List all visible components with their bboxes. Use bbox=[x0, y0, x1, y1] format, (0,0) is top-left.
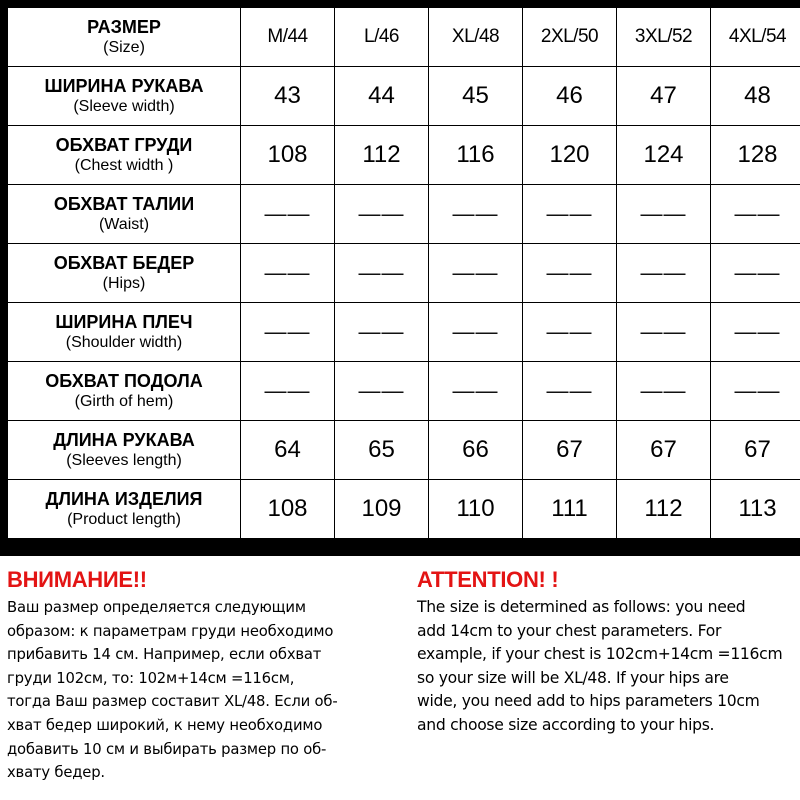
size-name: 2XL/50 bbox=[540, 26, 599, 47]
measurement-value-cell bbox=[241, 185, 335, 244]
notice-ru-title: ВНИМАНИЕ!! bbox=[7, 567, 147, 592]
empty-value-dash: —— bbox=[640, 319, 687, 344]
empty-value-dash: —— bbox=[358, 260, 405, 285]
measurement-label-en: (Chest width ) bbox=[74, 157, 174, 174]
measurement-value: 113 bbox=[738, 495, 777, 522]
measurement-value: 116 bbox=[456, 141, 495, 168]
measurement-value-cell bbox=[617, 244, 711, 303]
size-column-header bbox=[523, 8, 617, 67]
size-header-label bbox=[8, 8, 241, 67]
measurement-value-cell bbox=[711, 362, 800, 421]
size-chart-table bbox=[7, 7, 800, 539]
notice-line: груди 102см, то: 102м+14см =116см, bbox=[7, 669, 295, 687]
measurement-value: 67 bbox=[744, 436, 771, 463]
measurement-value: 48 bbox=[744, 82, 771, 109]
empty-value-dash: —— bbox=[264, 378, 311, 403]
measurement-label-ru: ОБХВАТ ПОДОЛА bbox=[45, 371, 203, 391]
measurement-value-cell bbox=[241, 303, 335, 362]
measurement-value-cell bbox=[335, 480, 429, 539]
size-column-header bbox=[241, 8, 335, 67]
measurement-label-ru: ДЛИНА ИЗДЕЛИЯ bbox=[45, 489, 203, 509]
notice-line: example, if your chest is 102cm+14cm =116cm bbox=[417, 645, 783, 664]
measurement-value-cell bbox=[617, 480, 711, 539]
measurement-row bbox=[8, 303, 800, 362]
measurement-value: 112 bbox=[644, 495, 683, 522]
measurement-value: 65 bbox=[368, 436, 395, 463]
size-name: XL/48 bbox=[451, 26, 500, 47]
measurement-value-cell bbox=[523, 480, 617, 539]
notice-ru bbox=[7, 566, 405, 785]
measurement-label-ru: ОБХВАТ ГРУДИ bbox=[55, 135, 193, 155]
measurement-label bbox=[8, 421, 241, 480]
measurement-value: 66 bbox=[462, 436, 489, 463]
empty-value-dash: —— bbox=[734, 319, 781, 344]
measurement-value-cell bbox=[335, 362, 429, 421]
measurement-value: 67 bbox=[650, 436, 677, 463]
size-name: L/46 bbox=[364, 26, 399, 47]
measurement-value-cell bbox=[617, 126, 711, 185]
empty-value-dash: —— bbox=[264, 201, 311, 226]
empty-value-dash: —— bbox=[452, 260, 499, 285]
empty-value-dash: —— bbox=[546, 201, 593, 226]
empty-value-dash: —— bbox=[546, 260, 593, 285]
measurement-label bbox=[8, 126, 241, 185]
notice-line: образом: к параметрам груди необходимо bbox=[7, 622, 334, 640]
notice-line: хвату бедер. bbox=[7, 764, 105, 782]
measurement-label-ru: ОБХВАТ БЕДЕР bbox=[53, 253, 195, 273]
measurement-label-ru: ОБХВАТ ТАЛИИ bbox=[53, 194, 195, 214]
measurement-label-en: (Product length) bbox=[67, 511, 181, 528]
notice-line: The size is determined as follows: you need bbox=[417, 598, 746, 616]
notice-line: тогда Ваш размер составит XL/48. Если об- bbox=[7, 693, 338, 711]
empty-value-dash: —— bbox=[452, 319, 499, 344]
measurement-value: 110 bbox=[456, 495, 495, 522]
measurement-value-cell bbox=[523, 303, 617, 362]
notice-line: прибавить 14 см. Например, если обхват bbox=[7, 646, 322, 664]
measurement-value-cell bbox=[429, 421, 523, 480]
measurement-value-cell bbox=[335, 421, 429, 480]
measurement-value: 112 bbox=[362, 141, 401, 168]
measurement-value-cell bbox=[241, 362, 335, 421]
measurement-value-cell bbox=[523, 126, 617, 185]
measurement-value-cell bbox=[523, 244, 617, 303]
measurement-value: 128 bbox=[737, 141, 778, 168]
measurement-value-cell bbox=[711, 244, 800, 303]
measurement-value: 46 bbox=[556, 82, 583, 109]
size-name: 4XL/54 bbox=[728, 26, 787, 47]
measurement-label bbox=[8, 303, 241, 362]
notice-line: Ваш размер определяется следующим bbox=[7, 599, 306, 616]
measurement-value-cell bbox=[523, 362, 617, 421]
empty-value-dash: —— bbox=[358, 201, 405, 226]
empty-value-dash: —— bbox=[452, 201, 499, 226]
measurement-label-ru: ШИРИНА ПЛЕЧ bbox=[55, 312, 193, 332]
measurement-value-cell bbox=[617, 362, 711, 421]
size-column-header bbox=[711, 8, 800, 67]
size-name: M/44 bbox=[267, 26, 308, 47]
measurement-row bbox=[8, 421, 800, 480]
measurement-label bbox=[8, 244, 241, 303]
empty-value-dash: —— bbox=[546, 319, 593, 344]
empty-value-dash: —— bbox=[452, 378, 499, 403]
notice-en-title: ATTENTION! ! bbox=[417, 567, 559, 592]
measurement-value-cell bbox=[335, 126, 429, 185]
measurement-value-cell bbox=[617, 303, 711, 362]
measurement-row bbox=[8, 480, 800, 539]
measurement-row bbox=[8, 185, 800, 244]
empty-value-dash: —— bbox=[734, 201, 781, 226]
measurement-value: 120 bbox=[549, 141, 590, 168]
measurement-label-en: (Waist) bbox=[98, 216, 150, 233]
empty-value-dash: —— bbox=[546, 378, 593, 403]
measurement-value-cell bbox=[335, 303, 429, 362]
size-name: 3XL/52 bbox=[634, 26, 693, 47]
measurement-value: 109 bbox=[361, 495, 402, 522]
measurement-label-en: (Sleeve width) bbox=[73, 98, 175, 115]
empty-value-dash: —— bbox=[264, 319, 311, 344]
measurement-label-en: (Shoulder width) bbox=[65, 334, 183, 351]
measurement-row bbox=[8, 126, 800, 185]
measurement-value-cell bbox=[711, 185, 800, 244]
measurement-value-cell bbox=[429, 67, 523, 126]
notice-line: so your size will be XL/48. If your hips are bbox=[417, 668, 729, 687]
empty-value-dash: —— bbox=[734, 260, 781, 285]
empty-value-dash: —— bbox=[734, 378, 781, 403]
size-column-header bbox=[335, 8, 429, 67]
empty-value-dash: —— bbox=[358, 319, 405, 344]
measurement-label bbox=[8, 362, 241, 421]
measurement-value-cell bbox=[335, 244, 429, 303]
measurement-value-cell bbox=[429, 185, 523, 244]
notice-line: добавить 10 см и выбирать размер по об- bbox=[7, 740, 327, 758]
empty-value-dash: —— bbox=[640, 260, 687, 285]
empty-value-dash: —— bbox=[358, 378, 405, 403]
notice-line: wide, you need add to hips parameters 10cm bbox=[417, 692, 760, 711]
measurement-value-cell bbox=[617, 185, 711, 244]
notice-line: хват бедер широкий, к нему необходимо bbox=[7, 716, 323, 734]
measurement-label-en: (Hips) bbox=[102, 275, 146, 292]
measurement-value: 67 bbox=[556, 436, 583, 463]
measurement-value: 111 bbox=[551, 495, 588, 522]
measurement-value-cell bbox=[241, 126, 335, 185]
measurement-value-cell bbox=[429, 480, 523, 539]
size-column-header bbox=[429, 8, 523, 67]
notice-line: and choose size according to your hips. bbox=[417, 715, 715, 734]
measurement-value-cell bbox=[429, 303, 523, 362]
measurement-row bbox=[8, 244, 800, 303]
measurement-label-ru: ШИРИНА РУКАВА bbox=[44, 76, 204, 96]
measurement-value-cell bbox=[711, 303, 800, 362]
size-column-header bbox=[617, 8, 711, 67]
measurement-value-cell bbox=[241, 244, 335, 303]
size-header-row bbox=[8, 8, 800, 67]
measurement-value-cell bbox=[429, 126, 523, 185]
measurement-row bbox=[8, 362, 800, 421]
measurement-label-ru: ДЛИНА РУКАВА bbox=[53, 430, 195, 450]
measurement-value-cell bbox=[241, 421, 335, 480]
measurement-value: 124 bbox=[643, 141, 684, 168]
measurement-value-cell bbox=[241, 480, 335, 539]
measurement-value: 43 bbox=[274, 82, 301, 109]
measurement-value-cell bbox=[617, 421, 711, 480]
empty-value-dash: —— bbox=[264, 260, 311, 285]
size-chart-body bbox=[8, 8, 800, 539]
measurement-value-cell bbox=[711, 67, 800, 126]
measurement-value: 47 bbox=[650, 82, 677, 109]
measurement-value: 108 bbox=[267, 141, 308, 168]
measurement-value: 64 bbox=[274, 436, 301, 463]
measurement-value-cell bbox=[711, 421, 800, 480]
notice-ru-body bbox=[7, 596, 405, 785]
measurement-label bbox=[8, 480, 241, 539]
empty-value-dash: —— bbox=[640, 378, 687, 403]
size-header-label-en: (Size) bbox=[103, 39, 145, 56]
measurement-value: 45 bbox=[462, 82, 489, 109]
measurement-label bbox=[8, 185, 241, 244]
measurement-label-en: (Sleeves length) bbox=[66, 452, 182, 469]
measurement-value-cell bbox=[241, 67, 335, 126]
measurement-value: 108 bbox=[267, 495, 308, 522]
notice-en-body bbox=[417, 596, 797, 738]
size-header-label-ru: РАЗМЕР bbox=[87, 17, 161, 37]
measurement-value-cell bbox=[429, 244, 523, 303]
measurement-value-cell bbox=[711, 126, 800, 185]
measurement-value-cell bbox=[711, 480, 800, 539]
measurement-label bbox=[8, 67, 241, 126]
measurement-value-cell bbox=[523, 67, 617, 126]
measurement-value: 44 bbox=[368, 82, 395, 109]
notice-en bbox=[417, 566, 797, 738]
measurement-value-cell bbox=[335, 185, 429, 244]
measurement-value-cell bbox=[335, 67, 429, 126]
measurement-value-cell bbox=[523, 185, 617, 244]
measurement-value-cell bbox=[429, 362, 523, 421]
measurement-value-cell bbox=[617, 67, 711, 126]
empty-value-dash: —— bbox=[640, 201, 687, 226]
measurement-label-en: (Girth of hem) bbox=[74, 393, 174, 410]
measurement-value-cell bbox=[523, 421, 617, 480]
measurement-row bbox=[8, 67, 800, 126]
notice-line: add 14cm to your chest parameters. For bbox=[417, 621, 722, 640]
